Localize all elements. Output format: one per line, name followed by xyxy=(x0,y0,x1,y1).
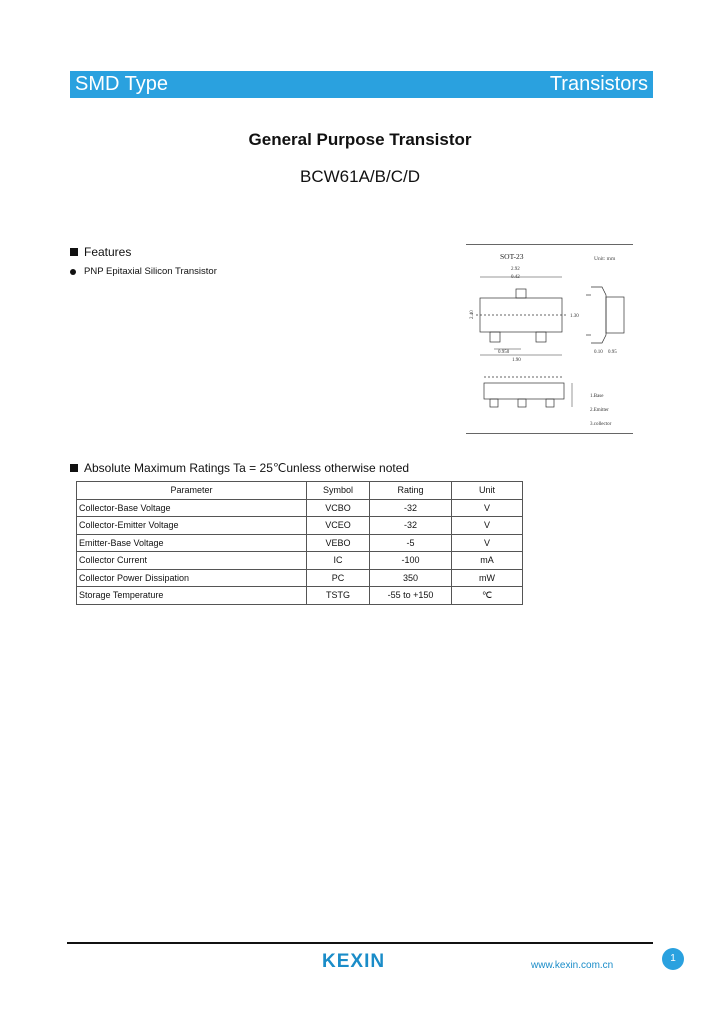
feature-item xyxy=(70,266,217,277)
header-category: SMD Type xyxy=(75,73,168,95)
top-view xyxy=(476,277,566,355)
bullet-icon xyxy=(70,269,76,275)
table-row xyxy=(77,517,523,535)
cell-symbol: TSTG xyxy=(307,587,370,605)
unit-label: Unit: mm xyxy=(594,256,616,262)
document-title: General Purpose Transistor xyxy=(248,130,472,149)
dim-top-b: 0.42 xyxy=(511,275,520,280)
col-parameter: Parameter xyxy=(77,482,307,500)
table-header-row xyxy=(77,482,523,500)
dim-lead-h: 0.95 xyxy=(608,350,617,355)
package-name-label: SOT-23 xyxy=(500,252,524,261)
cell-rating: -32 xyxy=(370,517,452,535)
features-heading xyxy=(70,245,131,259)
cell-rating: 350 xyxy=(370,569,452,587)
page-number-badge: 1 xyxy=(662,948,684,970)
cell-parameter: Emitter-Base Voltage xyxy=(77,534,307,552)
features-heading-text: Features xyxy=(84,245,132,259)
cell-rating: -100 xyxy=(370,552,452,570)
cell-parameter: Collector Current xyxy=(77,552,307,570)
square-bullet-icon xyxy=(70,464,78,472)
table-row xyxy=(77,499,523,517)
cell-unit: V xyxy=(452,517,523,535)
cell-parameter: Collector-Emitter Voltage xyxy=(77,517,307,535)
website-link[interactable]: www.kexin.com.cn xyxy=(531,960,614,971)
cell-unit: mA xyxy=(452,552,523,570)
kexin-logo: KEXIN xyxy=(322,951,386,972)
end-view xyxy=(484,377,572,407)
col-rating: Rating xyxy=(370,482,452,500)
pin-1-label: 1.Base xyxy=(590,394,604,399)
cell-symbol: VCBO xyxy=(307,499,370,517)
dim-bottom-a: 0.950 xyxy=(498,350,510,355)
pin-3-label: 3.collector xyxy=(590,422,612,427)
ratings-heading-text: Absolute Maximum Ratings Ta = 25℃unless otherwise noted xyxy=(84,461,410,475)
cell-unit: mW xyxy=(452,569,523,587)
ratings-table xyxy=(76,481,523,605)
ratings-heading xyxy=(70,461,409,475)
cell-symbol: VCEO xyxy=(307,517,370,535)
table-row xyxy=(77,534,523,552)
header-product-type: Transistors xyxy=(549,73,648,95)
dim-bottom-b: 1.90 xyxy=(512,358,521,363)
table-row xyxy=(77,587,523,605)
cell-symbol: PC xyxy=(307,569,370,587)
side-view xyxy=(586,287,624,343)
header-bar xyxy=(70,71,653,98)
cell-unit: ℃ xyxy=(452,587,523,605)
package-outline-diagram xyxy=(466,245,633,433)
table-row xyxy=(77,552,523,570)
col-unit: Unit xyxy=(452,482,523,500)
table-row xyxy=(77,569,523,587)
cell-symbol: VEBO xyxy=(307,534,370,552)
col-symbol: Symbol xyxy=(307,482,370,500)
square-bullet-icon xyxy=(70,248,78,256)
dim-side-height: 2.40 xyxy=(470,310,475,319)
part-number: BCW61A/B/C/D xyxy=(300,167,420,186)
dim-right-a: 1.30 xyxy=(570,314,579,319)
cell-symbol: IC xyxy=(307,552,370,570)
cell-rating: -32 xyxy=(370,499,452,517)
pin-2-label: 2.Emitter xyxy=(590,408,609,413)
cell-parameter: Storage Temperature xyxy=(77,587,307,605)
cell-rating: -5 xyxy=(370,534,452,552)
feature-item-text: PNP Epitaxial Silicon Transistor xyxy=(84,266,217,277)
cell-parameter: Collector-Base Voltage xyxy=(77,499,307,517)
dim-right-side: 0.10 xyxy=(594,350,603,355)
footer-divider xyxy=(67,942,653,944)
cell-unit: V xyxy=(452,499,523,517)
cell-rating: -55 to +150 xyxy=(370,587,452,605)
cell-unit: V xyxy=(452,534,523,552)
dim-top-a: 2.92 xyxy=(511,267,520,272)
cell-parameter: Collector Power Dissipation xyxy=(77,569,307,587)
package-drawing xyxy=(466,244,633,434)
